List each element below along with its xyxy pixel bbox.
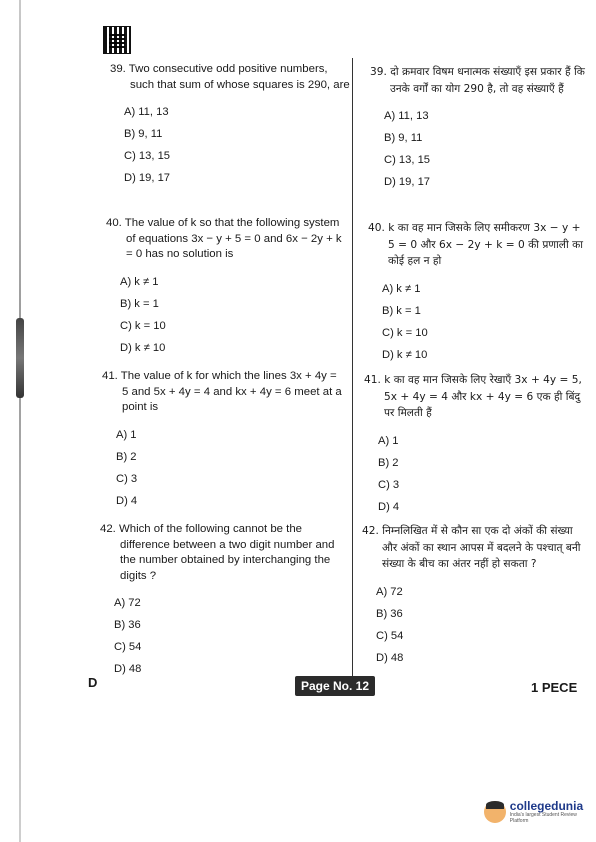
option-d[interactable]: D) 48 xyxy=(114,663,142,675)
option-b[interactable]: B) 36 xyxy=(114,619,141,631)
question-41-hi xyxy=(364,372,590,518)
option-b[interactable]: B) 2 xyxy=(116,450,137,463)
brand-logo xyxy=(484,800,596,824)
qr-code-icon xyxy=(104,27,130,53)
question-39-en xyxy=(110,62,350,189)
option-c[interactable]: C) 13, 15 xyxy=(384,154,431,166)
brand-tagline: India's largest Student Review Platform xyxy=(509,812,577,824)
option-c[interactable]: C) 3 xyxy=(116,472,138,485)
option-a[interactable]: A) 1 xyxy=(116,428,137,441)
question-text: 42. Which of the following cannot be the difference between a two digit number and the number obtained by interchanging the digits ? xyxy=(100,523,335,582)
option-c[interactable]: C) 3 xyxy=(378,478,400,491)
option-a[interactable]: A) k ≠ 1 xyxy=(120,275,159,288)
option-a[interactable]: A) k ≠ 1 xyxy=(382,282,421,295)
option-c[interactable]: C) 13, 15 xyxy=(124,150,171,162)
option-a[interactable]: A) 11, 13 xyxy=(384,110,429,122)
option-c[interactable]: C) 54 xyxy=(376,629,404,642)
question-42-en xyxy=(100,522,340,680)
scan-edge xyxy=(19,0,21,842)
option-c[interactable]: C) 54 xyxy=(114,641,142,653)
series-letter: D xyxy=(88,675,98,690)
mascot-icon xyxy=(484,801,506,823)
option-b[interactable]: B) 9, 11 xyxy=(124,128,163,140)
option-d[interactable]: D) 19, 17 xyxy=(384,176,431,188)
binding-mark xyxy=(16,318,24,398)
option-b[interactable]: B) k = 1 xyxy=(120,297,159,310)
question-text: 42. निम्नलिखित में से कौन सा एक दो अंकों की संख्या और अंकों का स्थान आपस में बदलने के पश्चात् बनी संख्या के बीच का अंतर नहीं हो सकता ? xyxy=(362,525,581,570)
option-d[interactable]: D) 4 xyxy=(116,494,138,507)
option-a[interactable]: A) 72 xyxy=(114,597,141,609)
paper-code: 1 PECE xyxy=(531,680,578,695)
option-c[interactable]: C) k = 10 xyxy=(120,319,166,332)
question-text: 41. The value of k for which the lines 3x + 4y = 5 and 5x + 4y = 4 and kx + 4y = 6 meet at a point is xyxy=(102,370,342,413)
option-a[interactable]: A) 11, 13 xyxy=(124,106,169,118)
question-text: 40. The value of k so that the following system of equations 3x − y + 5 = 0 and 6x − 2y + k = 0 has no solution is xyxy=(106,217,342,260)
option-b[interactable]: B) 9, 11 xyxy=(384,132,423,144)
brand-name: collegedunia xyxy=(509,799,584,813)
option-b[interactable]: B) 2 xyxy=(378,456,399,469)
question-text: 39. Two consecutive odd positive numbers, such that sum of whose squares is 290, are xyxy=(110,63,350,91)
option-d[interactable]: D) k ≠ 10 xyxy=(382,348,428,361)
option-a[interactable]: A) 1 xyxy=(378,434,399,447)
question-text: 41. k का वह मान जिसके लिए रेखाएँ 3x + 4y = 5, 5x + 4y = 4 और kx + 4y = 6 एक ही बिंदु पर मिलती हैं xyxy=(364,374,582,419)
question-text: 39. दो क्रमवार विषम धनात्मक संख्याएँ इस प्रकार हैं कि उनके वर्गों का योग 290 है, तो वह संख्याएँ हैं xyxy=(370,66,585,95)
question-40-hi xyxy=(368,220,590,366)
question-41-en xyxy=(102,369,342,512)
option-c[interactable]: C) k = 10 xyxy=(382,326,428,339)
option-d[interactable]: D) 4 xyxy=(378,500,400,513)
option-b[interactable]: B) k = 1 xyxy=(382,304,421,317)
column-divider xyxy=(352,58,353,678)
page-number: Page No. 12 xyxy=(295,676,375,696)
option-b[interactable]: B) 36 xyxy=(376,607,403,620)
option-d[interactable]: D) 19, 17 xyxy=(124,172,171,184)
question-42-hi xyxy=(362,523,590,669)
option-d[interactable]: D) 48 xyxy=(376,651,404,664)
question-text: 40. k का वह मान जिसके लिए समीकरण 3x − y + 5 = 0 और 6x − 2y + k = 0 की प्रणाली का कोई हल न हो xyxy=(368,222,583,267)
option-d[interactable]: D) k ≠ 10 xyxy=(120,341,166,354)
option-a[interactable]: A) 72 xyxy=(376,585,403,598)
question-39-hi xyxy=(370,64,590,193)
question-40-en xyxy=(106,216,346,359)
